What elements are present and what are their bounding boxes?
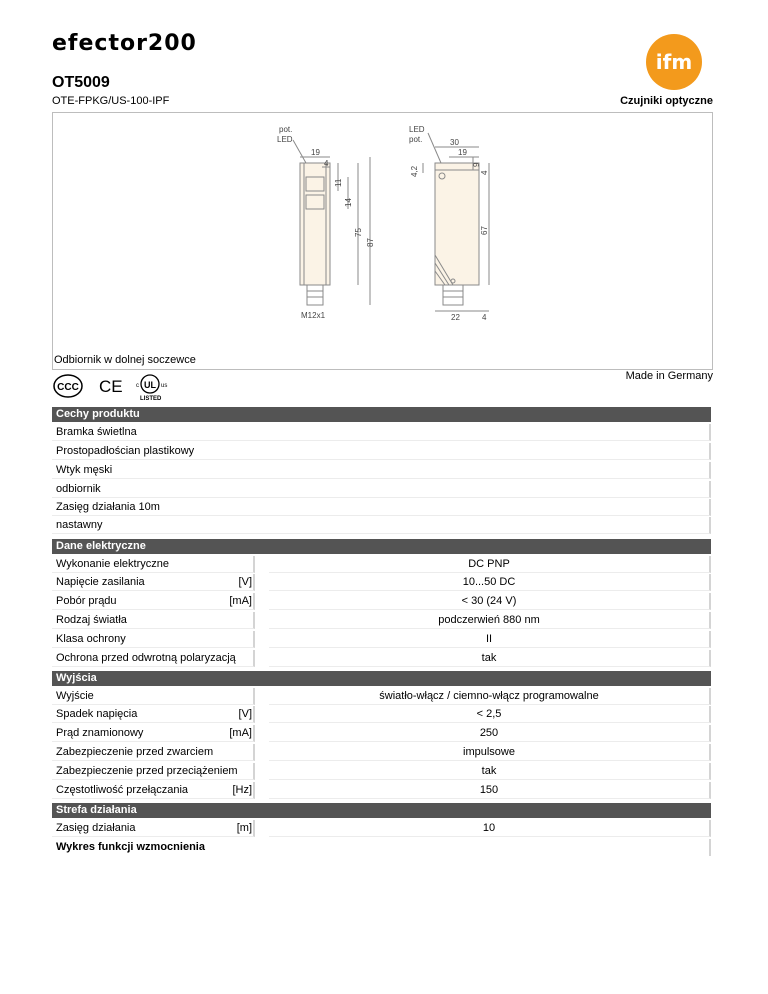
property-unit [202,631,252,648]
property-row [52,688,711,705]
section-header-features: Cechy produktu [52,407,711,422]
property-unit [202,744,252,761]
property-label: Prąd znamionowy [52,725,255,742]
drawing-caption: Odbiornik w dolnej soczewce [54,354,196,366]
dim-4-bottom: 4 [482,313,487,322]
feature-item: Wtyk męski [52,462,711,479]
ccc-mark-icon [54,375,82,397]
dim-thread: M12x1 [301,311,326,320]
property-unit: [Hz] [202,782,252,799]
property-value: 10 [269,820,711,837]
property-unit [202,688,252,705]
made-in-label: Made in Germany [625,370,713,382]
property-label: Ochrona przed odwrotną polaryzacją [52,650,255,667]
dim-75: 75 [354,228,363,237]
row-divider [709,839,711,856]
label-pot-left: pot. [279,125,293,134]
feature-item: nastawny [52,517,711,534]
property-unit: [V] [202,574,252,591]
dim-9: 9 [472,162,481,167]
label-led-right: LED [409,125,425,134]
product-designation: OTE-FPKG/US-100-IPF [52,95,170,107]
dim-4-right: 4 [480,170,489,175]
gain-chart-title: Wykres funkcji wzmocnienia [56,841,205,853]
property-row [52,763,711,780]
label-led-left: LED [277,135,293,144]
property-value: < 2,5 [269,706,711,723]
dim-19-left: 19 [311,148,320,157]
property-label: Pobór prądu [52,593,255,610]
property-row [52,556,711,573]
dim-19-right: 19 [458,148,467,157]
property-unit: [mA] [202,725,252,742]
svg-text:LISTED: LISTED [140,396,162,402]
feature-item: odbiornik [52,481,711,498]
feature-item: Prostopadłościan plastikowy [52,443,711,460]
property-row [52,744,711,761]
property-label: Zasięg działania [52,820,255,837]
property-value: podczerwień 880 nm [269,612,711,629]
svg-text:efector200: efector200 [52,31,197,56]
section-header-outputs: Wyjścia [52,671,711,686]
svg-text:c: c [136,383,139,389]
dimension-drawing-frame [52,112,713,370]
dim-87: 87 [366,238,375,247]
property-row [52,820,711,837]
section-header-electrical: Dane elektryczne [52,539,711,554]
property-label: Wykonanie elektryczne [52,556,255,573]
ce-mark-icon [99,377,123,396]
property-label: Zabezpieczenie przed zwarciem [52,744,255,761]
product-category: Czujniki optyczne [620,95,713,107]
property-label: Częstotliwość przełączania [52,782,255,799]
property-label: Rodzaj światła [52,612,255,629]
property-label: Napięcie zasilania [52,574,255,591]
property-value: < 30 (24 V) [269,593,711,610]
feature-item: Bramka świetlna [52,424,711,441]
dim-67: 67 [480,226,489,235]
dim-4-left: 4 [324,159,329,168]
dim-30: 30 [450,138,459,147]
section-header-range: Strefa działania [52,803,711,818]
svg-text:us: us [161,383,168,389]
property-unit: [V] [202,706,252,723]
property-unit: [m] [202,820,252,837]
ifm-logo [645,33,703,91]
property-row [52,706,711,723]
property-row [52,593,711,610]
dim-11: 11 [334,178,343,187]
property-row [52,725,711,742]
property-row [52,782,711,799]
svg-text:UL: UL [144,380,156,390]
property-label: Spadek napięcia [52,706,255,723]
property-value: 250 [269,725,711,742]
property-unit [202,650,252,667]
property-value: II [269,631,711,648]
certification-marks [52,372,182,402]
property-value: tak [269,763,711,780]
dim-4-2: 4,2 [410,165,419,177]
property-value: impulsowe [269,744,711,761]
property-row [52,650,711,667]
product-code: OT5009 [52,74,110,91]
feature-item: Zasięg działania 10m [52,499,711,516]
property-value: 150 [269,782,711,799]
svg-text:CE: CE [99,377,123,396]
property-unit [202,556,252,573]
property-unit [202,612,252,629]
property-value: tak [269,650,711,667]
property-label: Zabezpieczenie przed przeciążeniem [52,763,255,780]
svg-text:CCC: CCC [57,382,79,393]
label-pot-right: pot. [409,135,423,144]
property-unit: [mA] [202,593,252,610]
property-row [52,612,711,629]
property-label: Wyjście [52,688,255,705]
property-label: Klasa ochrony [52,631,255,648]
property-value: 10...50 DC [269,574,711,591]
dim-22: 22 [451,313,460,322]
svg-text:ifm: ifm [655,50,693,74]
dimension-drawing [173,115,573,330]
ul-listed-mark-icon [136,375,167,402]
property-row [52,631,711,648]
efector200-logo [52,30,232,56]
property-value: światło-włącz / ciemno-włącz programowalne [269,688,711,705]
property-row [52,574,711,591]
property-value: DC PNP [269,556,711,573]
dim-14: 14 [344,198,353,207]
property-unit [202,763,252,780]
